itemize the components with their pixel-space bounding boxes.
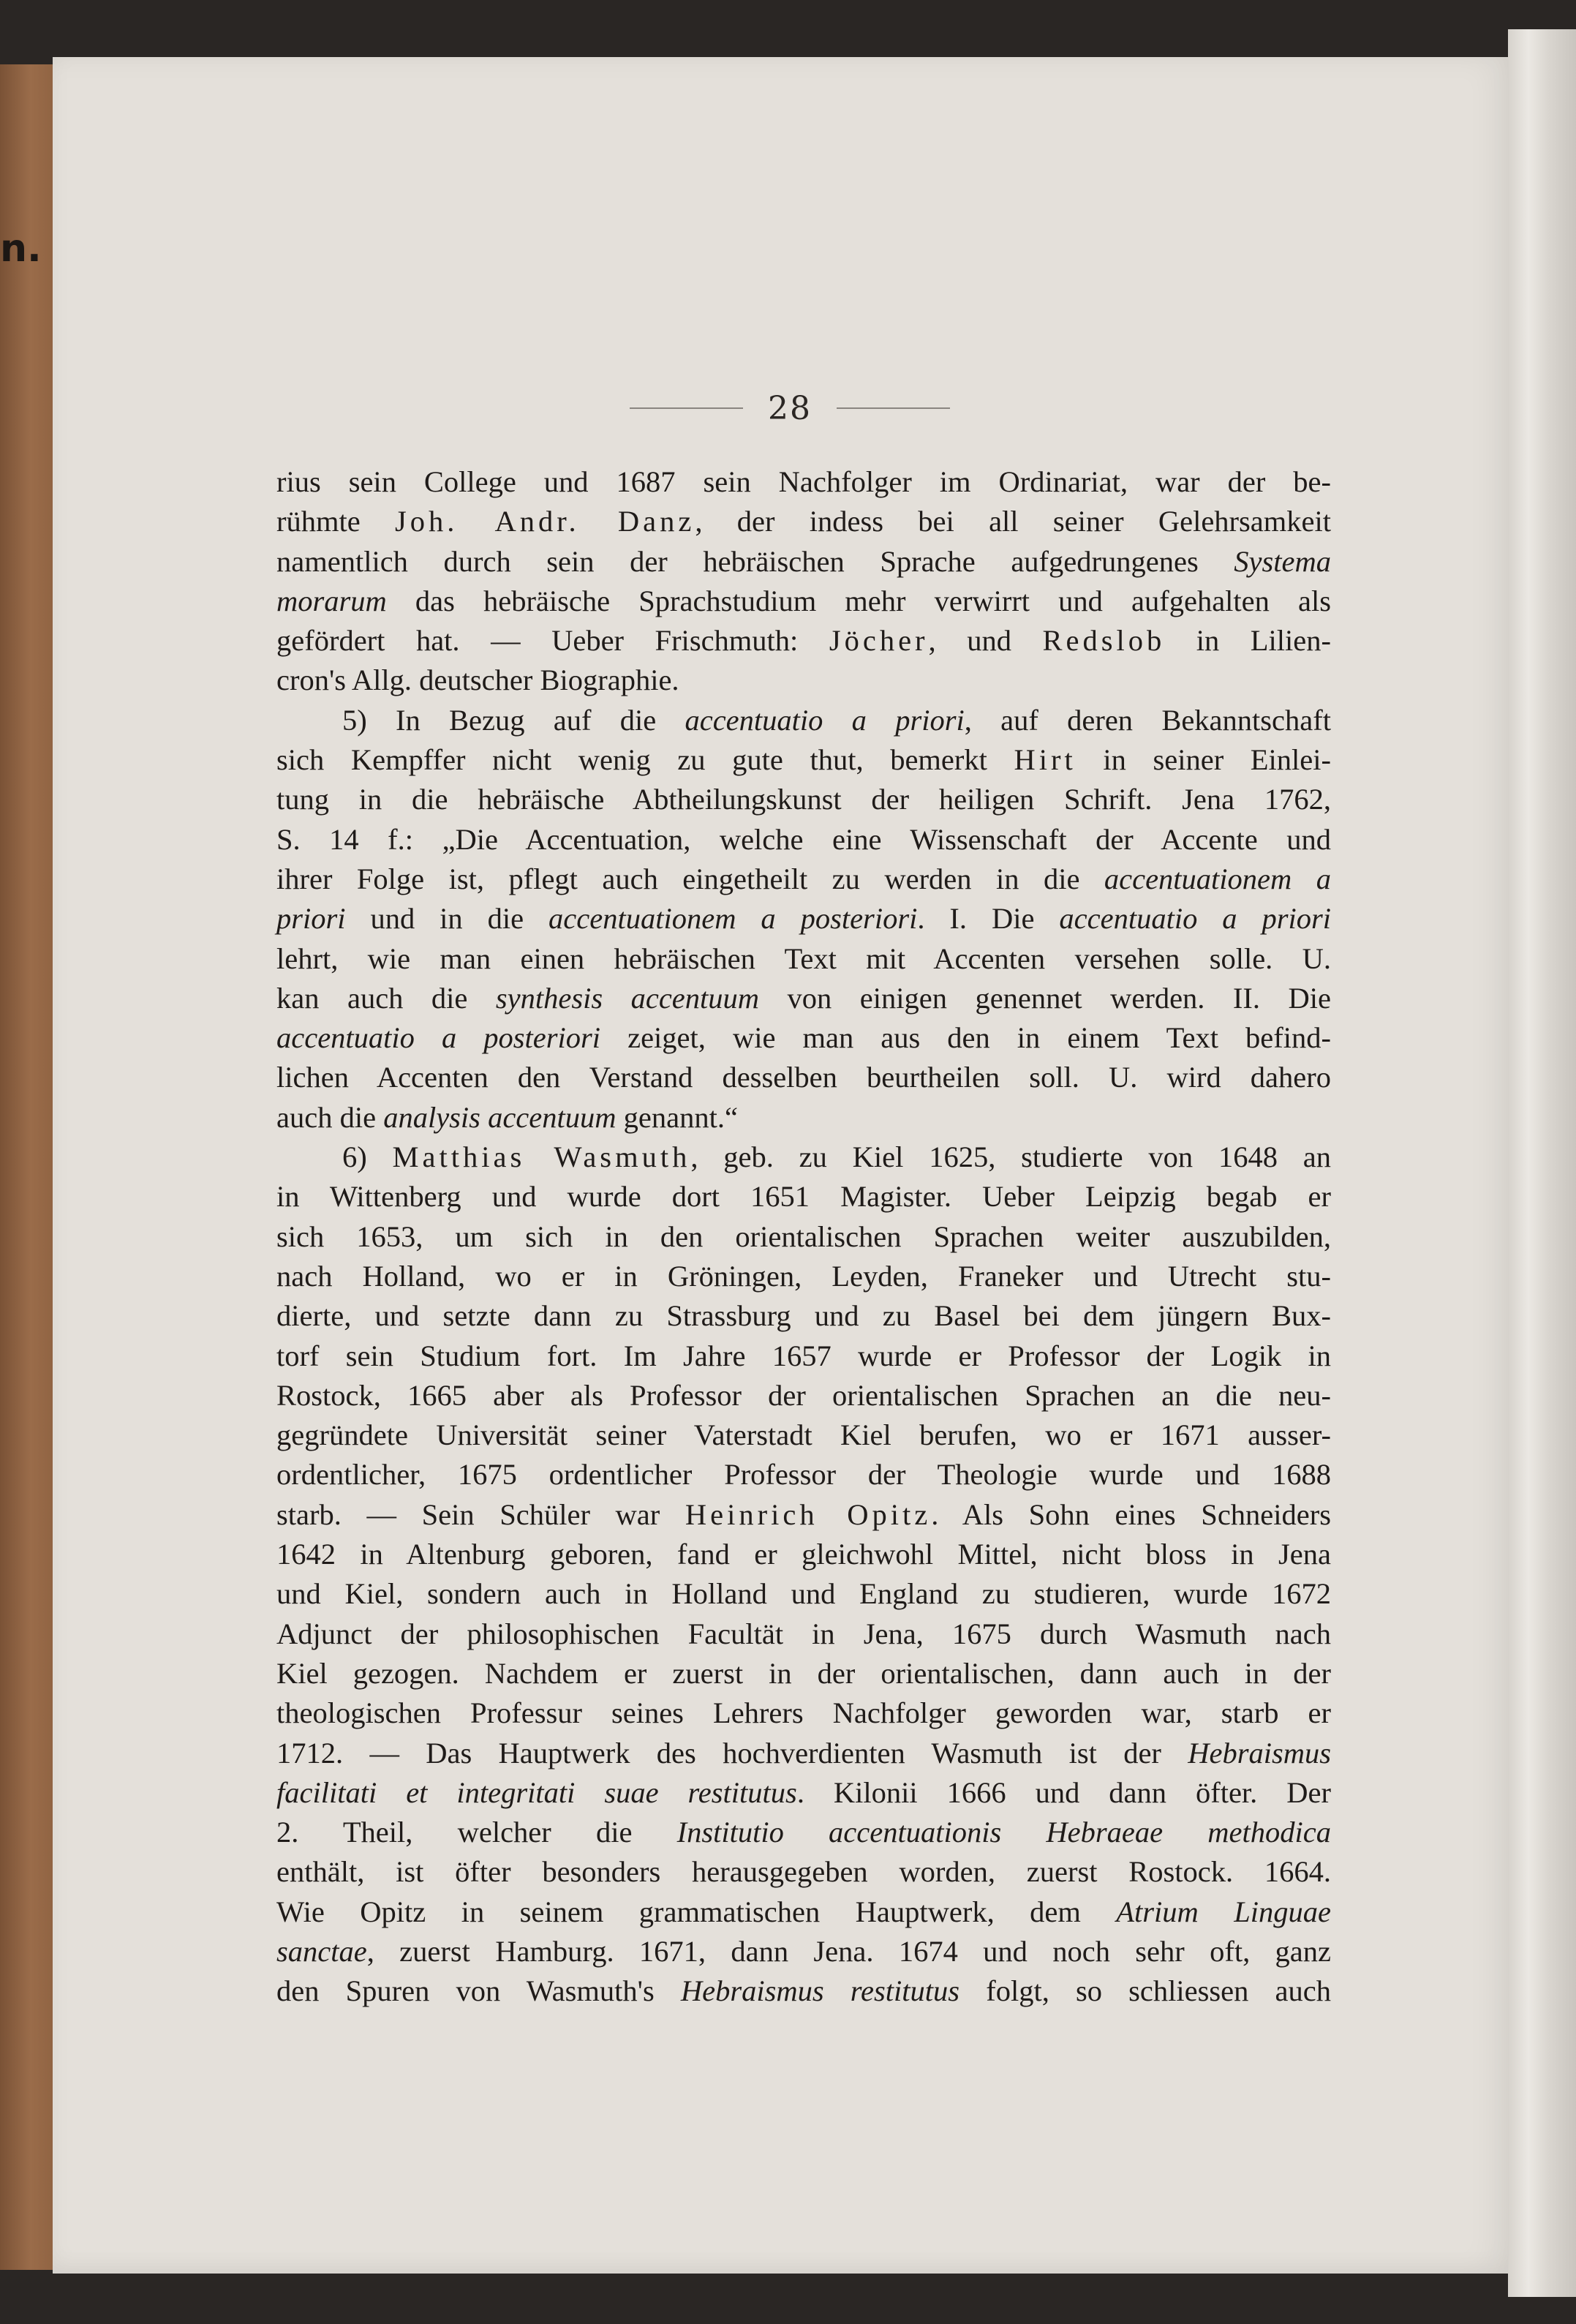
text-run: rius sein College und 1687 sein Nachfolger im Ordinariat, war der be- bbox=[276, 465, 1331, 498]
text-run: lichen Accenten den Verstand desselben beurtheilen soll. U. wird dahero bbox=[276, 1061, 1331, 1094]
text-run: Kiel gezogen. Nachdem er zuerst in der orientalischen, dann auch in der bbox=[276, 1656, 1331, 1690]
italic-text: Hebraismus restitutus bbox=[680, 1974, 960, 2008]
text-run: in Wittenberg und wurde dort 1651 Magister. Ueber Leipzig begab er bbox=[276, 1180, 1331, 1214]
text-line bbox=[276, 820, 1331, 860]
text-line bbox=[276, 1018, 1331, 1058]
text-run: 6) bbox=[342, 1140, 393, 1174]
text-run: 5) In Bezug auf die bbox=[342, 703, 685, 737]
text-run: starb. — Sein Schüler war bbox=[276, 1497, 685, 1531]
page-header bbox=[607, 388, 973, 429]
text-line bbox=[276, 1098, 1331, 1137]
text-run: ordentlicher, 1675 ordentlicher Professor der Theologie wurde und 1688 bbox=[276, 1458, 1331, 1492]
italic-text: morarum bbox=[276, 584, 387, 617]
text-run: folgt, so schliessen auch bbox=[959, 1974, 1331, 2008]
text-line bbox=[276, 1376, 1331, 1415]
italic-text: accentuationem a posteriori bbox=[548, 902, 918, 936]
text-line bbox=[276, 701, 1331, 740]
text-run: namentlich durch sein der hebräischen Sprache aufgedrungenes bbox=[276, 544, 1234, 578]
text-line bbox=[276, 780, 1331, 819]
text-run: den Spuren von Wasmuth's bbox=[276, 1974, 681, 2008]
body-text bbox=[276, 462, 1331, 2012]
text-run: das hebräische Sprachstudium mehr verwirrt und aufgehalten als bbox=[386, 584, 1331, 617]
text-run: Wie Opitz in seinem grammatischen Hauptwerk, dem bbox=[276, 1895, 1117, 1928]
text-line bbox=[276, 1614, 1331, 1654]
page-number: 28 bbox=[768, 389, 812, 427]
text-line bbox=[276, 1257, 1331, 1296]
italic-text: accentuatio a priori bbox=[1059, 902, 1331, 936]
italic-text: Atrium Linguae bbox=[1116, 1895, 1331, 1928]
spaced-text: Joh. Andr. Danz bbox=[395, 505, 695, 538]
text-run: Rostock, 1665 aber als Professor der orientalischen Sprachen an die neu- bbox=[276, 1378, 1331, 1412]
text-line bbox=[276, 1177, 1331, 1216]
text-run: von einigen genennet werden. II. Die bbox=[759, 981, 1331, 1015]
text-run: dierte, und setzte dann zu Strassburg und zu Basel bei dem jüngern Bux- bbox=[276, 1299, 1331, 1333]
text-line bbox=[276, 1971, 1331, 2011]
text-line bbox=[276, 661, 1331, 700]
text-line bbox=[276, 502, 1331, 541]
text-run: 1712. — Das Hauptwerk des hochverdienten Wasmuth ist der bbox=[276, 1736, 1188, 1770]
text-run: . Kilonii 1666 und dann öfter. Der bbox=[796, 1775, 1331, 1809]
text-run: sich Kempffer nicht wenig zu gute thut, bemerkt bbox=[276, 743, 1014, 777]
text-run: torf sein Studium fort. Im Jahre 1657 wurde er Professor der Logik in bbox=[276, 1339, 1331, 1372]
text-run: , und bbox=[928, 624, 1043, 658]
italic-text: Hebraismus bbox=[1188, 1736, 1331, 1770]
text-run: 1642 in Altenburg geboren, fand er gleichwohl Mittel, nicht bloss in Jena bbox=[276, 1538, 1331, 1571]
text-run: . Als Sohn eines Schneiders bbox=[931, 1497, 1332, 1531]
italic-text: accentuatio a priori bbox=[685, 703, 965, 737]
text-line bbox=[276, 542, 1331, 582]
text-line bbox=[276, 1495, 1331, 1535]
text-run: . I. Die bbox=[917, 902, 1060, 936]
text-line bbox=[276, 939, 1331, 979]
text-run: auch die bbox=[276, 1100, 384, 1134]
italic-text: priori bbox=[276, 902, 346, 936]
text-line bbox=[276, 1574, 1331, 1614]
text-run: zeiget, wie man aus den in einem Text befind- bbox=[600, 1021, 1331, 1055]
text-run: gefördert hat. — Ueber Frischmuth: bbox=[276, 624, 829, 658]
header-rule-right bbox=[837, 407, 950, 409]
text-line bbox=[276, 1693, 1331, 1733]
text-line bbox=[276, 860, 1331, 899]
text-line bbox=[276, 1734, 1331, 1773]
spaced-text: Redslob bbox=[1042, 624, 1166, 658]
text-run: in Lilien- bbox=[1165, 624, 1332, 658]
text-run: enthält, ist öfter besonders herausgegeben worden, zuerst Rostock. 1664. bbox=[276, 1855, 1331, 1889]
text-run: nach Holland, wo er in Gröningen, Leyden, Franeker und Utrecht stu- bbox=[276, 1259, 1331, 1293]
spaced-text: Matthias Wasmuth bbox=[392, 1140, 691, 1174]
italic-text: sanctae bbox=[276, 1934, 367, 1968]
text-run: , der indess bei all seiner Gelehrsamkeit bbox=[695, 505, 1332, 538]
text-run: und Kiel, sondern auch in Holland und England zu studieren, wurde 1672 bbox=[276, 1577, 1331, 1611]
text-line bbox=[276, 979, 1331, 1018]
text-run: in seiner Einlei- bbox=[1076, 743, 1331, 777]
text-run: tung in die hebräische Abtheilungskunst der heiligen Schrift. Jena 1762, bbox=[276, 783, 1331, 816]
italic-text: analysis accentuum bbox=[383, 1100, 617, 1134]
italic-text: Systema bbox=[1234, 544, 1331, 578]
text-line bbox=[276, 1892, 1331, 1932]
text-line bbox=[276, 1535, 1331, 1574]
text-run: kan auch die bbox=[276, 981, 496, 1015]
spaced-text: Heinrich Opitz bbox=[685, 1497, 932, 1531]
spaced-text: Hirt bbox=[1014, 743, 1077, 777]
italic-text: Institutio accentuationis Hebraeae methodica bbox=[676, 1816, 1331, 1849]
text-line bbox=[276, 1654, 1331, 1693]
text-line bbox=[276, 1455, 1331, 1494]
text-line bbox=[276, 1852, 1331, 1892]
text-run: theologischen Professur seines Lehrers Nachfolger geworden war, starb er bbox=[276, 1696, 1331, 1730]
text-run: S. 14 f.: „Die Accentuation, welche eine Wissenschaft der Accente und bbox=[276, 822, 1331, 856]
text-line bbox=[276, 1336, 1331, 1376]
text-run: cron's Allg. deutscher Biographie. bbox=[276, 663, 679, 697]
header-rule-left bbox=[630, 407, 743, 409]
text-run: und in die bbox=[345, 902, 549, 936]
text-line bbox=[276, 740, 1331, 780]
text-run: rühmte bbox=[276, 505, 396, 538]
italic-text: synthesis accentuum bbox=[495, 981, 760, 1015]
text-line bbox=[276, 582, 1331, 621]
text-line bbox=[276, 1058, 1331, 1097]
text-run: , geb. zu Kiel 1625, studierte von 1648 an bbox=[690, 1140, 1331, 1174]
spine-text-fragment: n. bbox=[0, 227, 42, 271]
text-line bbox=[276, 1217, 1331, 1257]
text-run: 2. Theil, welcher die bbox=[276, 1816, 677, 1849]
text-line bbox=[276, 1813, 1331, 1852]
page-stack-edge bbox=[1508, 29, 1576, 2297]
text-line bbox=[276, 621, 1331, 661]
text-run: , zuerst Hamburg. 1671, dann Jena. 1674 und noch sehr oft, ganz bbox=[366, 1934, 1331, 1968]
text-line bbox=[276, 1932, 1331, 1971]
text-line bbox=[276, 1415, 1331, 1455]
text-line bbox=[276, 1137, 1331, 1177]
italic-text: accentuatio a posteriori bbox=[276, 1021, 601, 1055]
text-run: Adjunct der philosophischen Facultät in Jena, 1675 durch Wasmuth nach bbox=[276, 1617, 1331, 1650]
text-run: genannt.“ bbox=[616, 1100, 738, 1134]
italic-text: accentuationem a bbox=[1104, 862, 1331, 895]
text-run: gegründete Universität seiner Vaterstadt Kiel berufen, wo er 1671 ausser- bbox=[276, 1418, 1331, 1452]
text-run: , auf deren Bekanntschaft bbox=[964, 703, 1331, 737]
italic-text: facilitati et integritati suae restitutus bbox=[276, 1775, 797, 1809]
spaced-text: Jöcher bbox=[829, 624, 929, 658]
text-line bbox=[276, 1296, 1331, 1336]
text-run: lehrt, wie man einen hebräischen Text mit Accenten versehen solle. U. bbox=[276, 941, 1331, 975]
text-line bbox=[276, 462, 1331, 502]
text-line bbox=[276, 1773, 1331, 1813]
text-run: ihrer Folge ist, pflegt auch eingetheilt zu werden in die bbox=[276, 862, 1104, 895]
text-line bbox=[276, 899, 1331, 939]
text-run: sich 1653, um sich in den orientalischen Sprachen weiter auszubilden, bbox=[276, 1219, 1331, 1253]
